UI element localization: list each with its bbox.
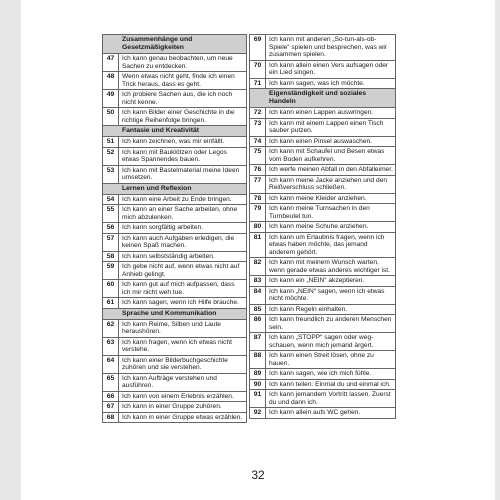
item-number: 88 bbox=[250, 351, 266, 368]
item-number: 54 bbox=[103, 195, 119, 205]
checklist-row bbox=[250, 79, 396, 90]
checklist-row bbox=[103, 402, 247, 413]
item-number: 70 bbox=[250, 61, 266, 78]
item-number: 79 bbox=[250, 204, 266, 221]
item-text: Ich kann eine Arbeit zu Ende bringen. bbox=[122, 195, 232, 203]
checklist-row bbox=[250, 137, 396, 148]
item-number: 63 bbox=[103, 338, 119, 355]
item-text: Ich kann einen Lappen auswringen. bbox=[269, 109, 374, 116]
item-text: Ich kann in einer Gruppe etwas erzählen. bbox=[122, 413, 243, 421]
item-text: Ich kann einen Pinsel auswaschen. bbox=[269, 137, 373, 145]
checklist-row bbox=[103, 234, 247, 252]
section-heading: Lernen und Reflexion bbox=[103, 184, 247, 195]
item-text: Ich kann von einem Erlebnis erzählen. bbox=[122, 392, 234, 400]
item-number: 66 bbox=[103, 392, 119, 402]
checklist-row bbox=[250, 369, 396, 380]
item-number: 71 bbox=[250, 79, 266, 89]
item-number: 62 bbox=[103, 320, 119, 337]
item-number: 73 bbox=[250, 119, 266, 136]
checklist-row bbox=[250, 315, 396, 333]
item-text: Ich kann allein aufs WC gehen. bbox=[269, 409, 361, 416]
item-number: 53 bbox=[103, 166, 119, 183]
item-text: Ich kann fragen, wenn ich etwas nicht verstehe. bbox=[122, 338, 232, 353]
item-number: 59 bbox=[103, 262, 119, 279]
item-text: Ich kann einer Bilderbuchgeschichte zuhören und sie verstehen. bbox=[122, 356, 228, 371]
item-text: Ich kann meine Turnsachen in den Turnbeutel tun. bbox=[269, 205, 370, 220]
item-text: Ich kann sorgfältig arbeiten. bbox=[122, 224, 204, 231]
item-number: 86 bbox=[250, 315, 266, 332]
item-number: 84 bbox=[250, 287, 266, 304]
item-text: Ich kann zeichnen, was mir einfällt. bbox=[122, 138, 225, 145]
checklist-row bbox=[103, 54, 247, 72]
item-number: 91 bbox=[250, 390, 266, 407]
page-sheet bbox=[21, 0, 495, 500]
item-number: 72 bbox=[250, 108, 266, 118]
item-number: 83 bbox=[250, 276, 266, 286]
item-number: 50 bbox=[103, 108, 119, 125]
item-number: 57 bbox=[103, 234, 119, 251]
item-number: 65 bbox=[103, 374, 119, 391]
item-text: Ich kann „NEIN“ sagen, wenn ich etwas nicht möchte. bbox=[269, 287, 385, 302]
item-number: 58 bbox=[103, 252, 119, 262]
item-number: 89 bbox=[250, 369, 266, 379]
item-number: 69 bbox=[250, 35, 266, 60]
section-heading: Zusammenhänge und Gesetzmäßigkeiten bbox=[103, 35, 247, 54]
checklist-row bbox=[250, 165, 396, 176]
item-number: 80 bbox=[250, 222, 266, 232]
item-number: 85 bbox=[250, 305, 266, 315]
checklist-row bbox=[250, 258, 396, 276]
item-text: Ich kann auch Aufgaben erledigen, die keinen Spaß machen. bbox=[122, 234, 235, 249]
item-text: Ich kann mit meinem Wunsch warten, wenn gerade etwas anderes wichtiger ist. bbox=[269, 259, 390, 274]
checklist-row bbox=[103, 72, 247, 90]
item-text: Ich gebe nicht auf, wenn etwas nicht auf Anhieb gelingt. bbox=[122, 263, 240, 278]
item-text: Ich werfe meinen Abfall in den Abfalleimer. bbox=[269, 166, 393, 173]
checklist-row bbox=[103, 137, 247, 148]
checklist-row bbox=[250, 305, 396, 316]
checklist-row bbox=[250, 147, 396, 165]
item-text: Ich kann mit Schaufel und Besen etwas vom Boden aufkehren. bbox=[269, 148, 385, 163]
item-number: 60 bbox=[103, 280, 119, 297]
item-text: Ich kann Reime, Silben und Laute heraushören. bbox=[122, 320, 221, 335]
item-number: 78 bbox=[250, 194, 266, 204]
item-text: Ich kann ein „NEIN“ akzeptieren. bbox=[269, 277, 365, 284]
checklist-row bbox=[103, 374, 247, 392]
checklist-row bbox=[103, 262, 247, 280]
checklist-row bbox=[103, 392, 247, 403]
checklist-row bbox=[250, 61, 396, 79]
item-number: 82 bbox=[250, 258, 266, 275]
item-number: 68 bbox=[103, 413, 119, 423]
checklist-row bbox=[250, 351, 396, 369]
item-number: 77 bbox=[250, 176, 266, 193]
checklist-row bbox=[250, 204, 396, 222]
item-text: Ich kann mit Bastelmaterial meine Ideen umsetzen. bbox=[122, 166, 240, 181]
checklist-row bbox=[250, 176, 396, 194]
item-number: 61 bbox=[103, 298, 119, 308]
section-heading: Eigenständigkeit und soziales Handeln bbox=[250, 89, 396, 108]
item-number: 51 bbox=[103, 137, 119, 147]
item-text: Ich kann jemandem Vortritt lassen. Zuerst du und dann ich. bbox=[269, 391, 391, 406]
item-number: 87 bbox=[250, 333, 266, 350]
item-number: 76 bbox=[250, 165, 266, 175]
section-heading: Sprache und Kommunikation bbox=[103, 309, 247, 320]
checklist-row bbox=[250, 390, 396, 408]
checklist-row bbox=[250, 276, 396, 287]
item-text: Ich kann Bilder einer Geschichte in die richtige Reihenfolge bringen. bbox=[122, 109, 235, 124]
item-number: 56 bbox=[103, 223, 119, 233]
item-number: 90 bbox=[250, 380, 266, 390]
checklist-row bbox=[250, 119, 396, 137]
item-text: Ich kann meine Kleider anziehen. bbox=[269, 194, 367, 202]
item-number: 92 bbox=[250, 408, 266, 418]
item-text: Ich kann genau beobachten, um neue Sachen zu entdecken. bbox=[122, 55, 233, 70]
item-text: Ich probiere Sachen aus, die ich noch nicht kenne. bbox=[122, 91, 233, 106]
checklist-row bbox=[250, 222, 396, 233]
checklist-row bbox=[103, 413, 247, 424]
item-text: Ich kann meine Schuhe anziehen. bbox=[269, 223, 369, 230]
checklist-row bbox=[250, 380, 396, 391]
item-number: 64 bbox=[103, 356, 119, 373]
checklist-row bbox=[250, 194, 396, 205]
item-text: Ich kann selbstständig arbeiten. bbox=[122, 252, 215, 260]
item-number: 55 bbox=[103, 205, 119, 222]
item-text: Ich kann mit einem Lappen einen Tisch sauber putzen. bbox=[269, 119, 384, 134]
item-number: 48 bbox=[103, 72, 119, 89]
item-number: 52 bbox=[103, 148, 119, 165]
item-text: Ich kann „STOPP“ sagen oder weg-schauen, wenn mich jemand ärgert. bbox=[269, 334, 374, 349]
checklist-table-right bbox=[249, 34, 396, 419]
item-number: 74 bbox=[250, 137, 266, 147]
checklist-row bbox=[103, 148, 247, 166]
checklist-table-left bbox=[102, 34, 247, 423]
checklist-row bbox=[103, 90, 247, 108]
item-text: Ich kann allein einen Vers aufsagen oder ein Lied singen. bbox=[269, 61, 389, 76]
item-text: Ich kann an einer Sache arbeiten, ohne mich abzulenken. bbox=[122, 206, 238, 221]
item-number: 75 bbox=[250, 147, 266, 164]
checklist-row bbox=[250, 108, 396, 119]
item-text: Ich kann Aufträge verstehen und ausführen. bbox=[122, 374, 217, 389]
item-text: Ich kann sagen, wenn ich Hilfe brauche. bbox=[122, 299, 239, 306]
checklist-row bbox=[103, 252, 247, 263]
item-text: Ich kann freundlich zu anderen Menschen sein. bbox=[269, 316, 392, 331]
item-number: 81 bbox=[250, 233, 266, 258]
checklist-row bbox=[103, 205, 247, 223]
item-text: Ich kann sagen, was ich möchte. bbox=[269, 79, 365, 87]
checklist-row bbox=[103, 166, 247, 184]
checklist-row bbox=[103, 280, 247, 298]
page-number: 32 bbox=[251, 468, 265, 482]
item-text: Ich kann um Erlaubnis fragen, wenn ich etwas haben möchte, das jemand anderem gehört. bbox=[269, 233, 385, 256]
item-text: Wenn etwas nicht geht, finde ich einen Trick heraus, dass es geht. bbox=[122, 73, 235, 88]
item-number: 47 bbox=[103, 54, 119, 71]
checklist-row bbox=[250, 35, 396, 61]
checklist-row bbox=[103, 320, 247, 338]
checklist-row bbox=[250, 233, 396, 259]
checklist-row bbox=[250, 287, 396, 305]
checklist-row bbox=[103, 338, 247, 356]
item-number: 49 bbox=[103, 90, 119, 107]
checklist-row bbox=[103, 356, 247, 374]
item-text: Ich kann mit anderen „So-tun-als-ob-Spiele“ spielen und besprechen, was wir zusammen spielen. bbox=[269, 36, 388, 58]
checklist-row bbox=[103, 108, 247, 126]
item-text: Ich kann mit Bauklötzen oder Legos etwas Spannendes bauen. bbox=[122, 148, 227, 163]
item-text: Ich kann teilen: Einmal du und einmal ich. bbox=[269, 380, 391, 388]
checklist-row bbox=[103, 298, 247, 309]
checklist-row bbox=[250, 333, 396, 351]
checklist-row bbox=[103, 195, 247, 206]
item-text: Ich kann gut auf mich aufpassen, dass ich mir nicht weh tue. bbox=[122, 281, 235, 296]
item-text: Ich kann einen Streit lösen, ohne zu hauen. bbox=[269, 352, 374, 367]
section-heading: Fantasie und Kreativität bbox=[103, 126, 247, 137]
item-number: 67 bbox=[103, 402, 119, 412]
item-text: Ich kann meine Jacke anziehen und den Reißverschluss schließen. bbox=[269, 176, 388, 191]
checklist-row bbox=[103, 223, 247, 234]
item-text: Ich kann in einer Gruppe zuhören. bbox=[122, 403, 222, 410]
checklist-row bbox=[250, 408, 396, 419]
item-text: Ich kann sagen, wie ich mich fühle. bbox=[269, 370, 372, 377]
item-text: Ich kann Regeln einhalten. bbox=[269, 305, 348, 313]
